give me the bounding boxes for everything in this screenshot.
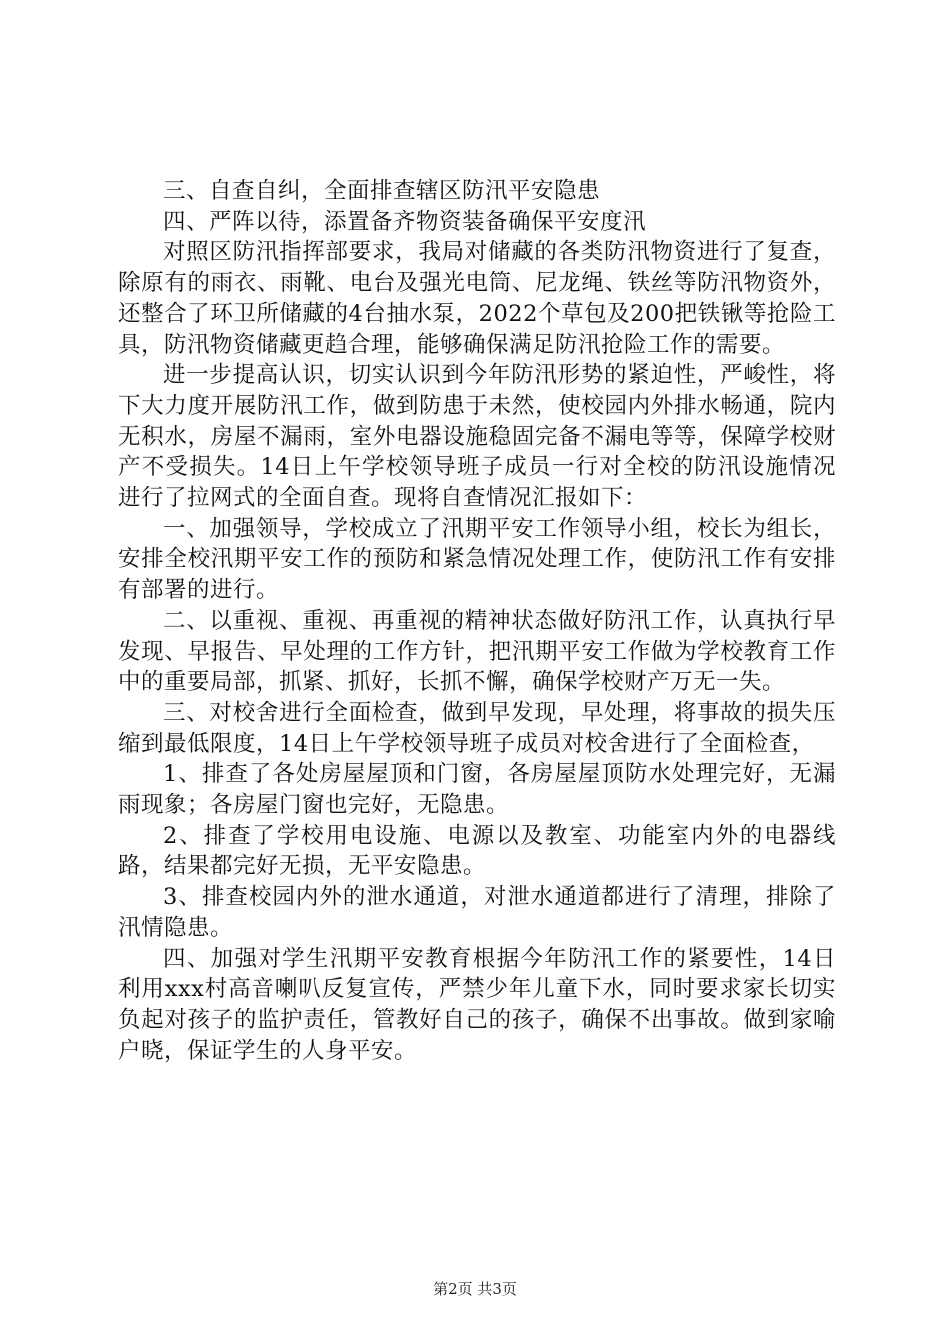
page-number-label: 第2页 共3页 [433, 1280, 517, 1298]
paragraph-item-roofs: 1、排查了各处房屋屋顶和门窗，各房屋屋顶防水处理完好，无漏雨现象；各房屋门窗也完好，无隐患。 [118, 761, 836, 819]
paragraph-heading-supplies: 四、严阵以待，添置备齐物资装备确保平安度汛 [163, 208, 647, 235]
paragraph-awareness: 进一步提高认识，切实认识到今年防汛形势的紧迫性，严峻性，将下大力度开展防汛工作，做到防患于未然，使校园内外排水畅通，院内无积水，房屋不漏雨，室外电器设施稳固完备不漏电等等，保障学校财产不受损失。14日上午学校领导班子成员一行对全校的防汛设施情况进行了拉网式的全面自查。现将自查情况汇报如下： [118, 362, 836, 512]
paragraph-student-education: 四、加强对学生汛期平安教育根据今年防汛工作的紧要性，14日利用xxx村高音喇叭反复宣传，严禁少年儿童下水，同时要求家长切实负起对孩子的监护责任，管教好自己的孩子，确保不出事故。做到家喻户晓，保证学生的人身平安。 [118, 945, 836, 1064]
paragraph-item-electrical: 2、排查了学校用电设施、电源以及教室、功能室内外的电器线路，结果都完好无损，无平安隐患。 [118, 822, 836, 880]
paragraph-leadership: 一、加强领导，学校成立了汛期平安工作领导小组，校长为组长，安排全校汛期平安工作的预防和紧急情况处理工作，使防汛工作有安排有部署的进行。 [118, 515, 836, 604]
page-footer [0, 1279, 950, 1299]
paragraph-building-inspection: 三、对校舍进行全面检查，做到早发现，早处理，将事故的损失压缩到最低限度，14日上午学校领导班子成员对校舍进行了全面检查， [118, 699, 836, 757]
document-body [118, 176, 836, 1066]
paragraph-heading-self-inspection: 三、自查自纠，全面排查辖区防汛平安隐患 [163, 178, 601, 204]
paragraph-supplies-review: 对照区防汛指挥部要求，我局对储藏的各类防汛物资进行了复查，除原有的雨衣、雨靴、电台及强光电筒、尼龙绳、铁丝等防汛物资外，还整合了环卫所储藏的4台抽水泵，2022个草包及200把铁锹等抢险工具，防汛物资储藏更趋合理，能够确保满足防汛抢险工作的需要。 [118, 239, 836, 358]
paragraph-item-drainage: 3、排查校园内外的泄水通道，对泄水通道都进行了清理，排除了汛情隐患。 [118, 884, 836, 941]
paragraph-attention: 二、以重视、重视、再重视的精神状态做好防汛工作，认真执行早发现、早报告、早处理的工作方针，把汛期平安工作做为学校教育工作中的重要局部，抓紧、抓好，长抓不懈，确保学校财产万无一失。 [118, 607, 836, 696]
